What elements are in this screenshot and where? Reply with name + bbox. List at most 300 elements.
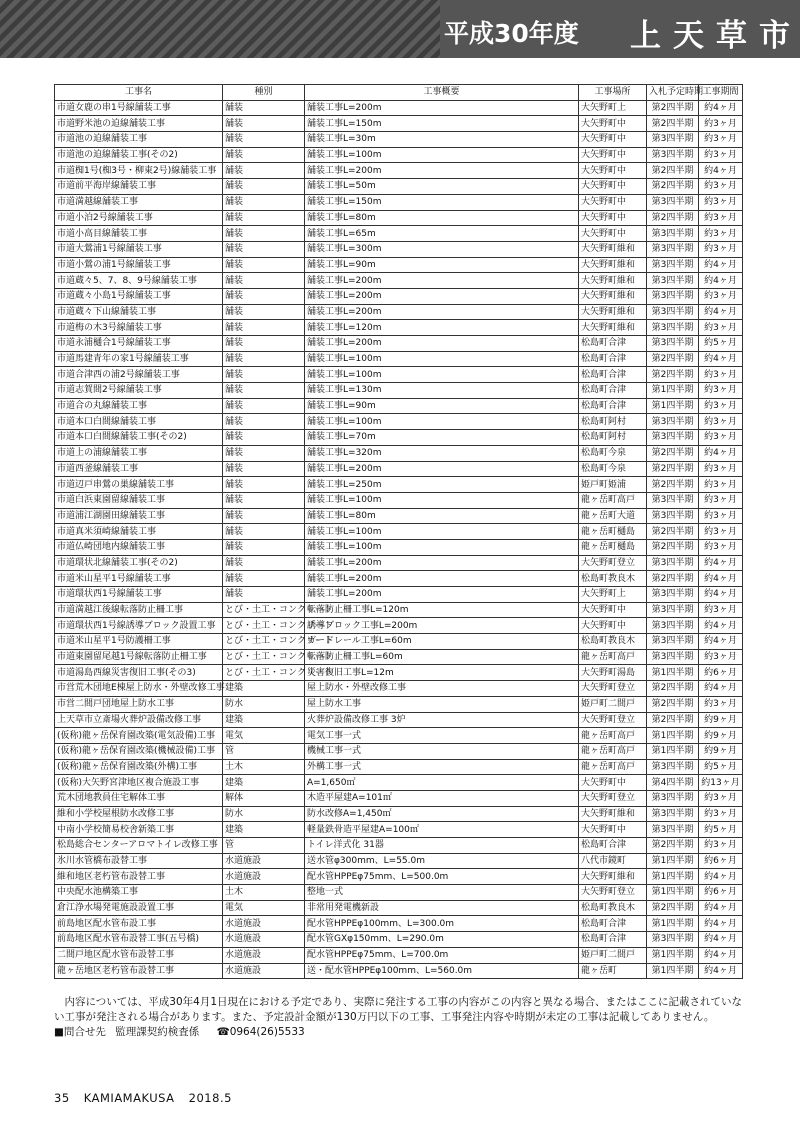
table-row: [55, 430, 743, 446]
notes-section: [54, 995, 744, 1040]
cell-summary: 舗装工事L=100m: [305, 414, 579, 430]
table-row: [55, 963, 743, 979]
cell-summary: 舗装工事L=150m: [305, 194, 579, 210]
cell-bid-period: 第1四半期: [647, 743, 699, 759]
cell-location: 大矢野町登立: [579, 712, 647, 728]
table-row: [55, 492, 743, 508]
table-row: [55, 241, 743, 257]
cell-summary: 配水管HPPEφ75mm、L=700.0m: [305, 947, 579, 963]
cell-category: 舗装: [223, 414, 305, 430]
cell-summary: 火葬炉設備改修工事 3炉: [305, 712, 579, 728]
header-year: 平成30年度: [444, 19, 579, 48]
cell-summary: 舗装工事L=100m: [305, 539, 579, 555]
cell-category: 電気: [223, 728, 305, 744]
cell-duration: 約3ヶ月: [699, 649, 743, 665]
cell-summary: 整地一式: [305, 885, 579, 901]
table-row: [55, 822, 743, 838]
contact-phone: ☎0964(26)5533: [216, 1026, 305, 1038]
cell-duration: 約3ヶ月: [699, 414, 743, 430]
cell-duration: 約4ヶ月: [699, 932, 743, 948]
cell-summary: 舗装工事L=200m: [305, 288, 579, 304]
cell-project-name: 市道白浜東園留線舗装工事: [55, 492, 223, 508]
table-body: [55, 100, 743, 979]
cell-location: 龍ヶ岳町高戸: [579, 743, 647, 759]
cell-bid-period: 第3四半期: [647, 257, 699, 273]
cell-bid-period: 第3四半期: [647, 226, 699, 242]
cell-duration: 約6ヶ月: [699, 665, 743, 681]
table-row: [55, 916, 743, 932]
cell-category: 建築: [223, 681, 305, 697]
cell-bid-period: 第3四半期: [647, 288, 699, 304]
cell-location: 大矢野町中: [579, 226, 647, 242]
cell-summary: 舗装工事L=90m: [305, 398, 579, 414]
cell-project-name: 市道馬建青年の家1号線舗装工事: [55, 351, 223, 367]
cell-summary: 舗装工事L=100m: [305, 367, 579, 383]
table-row: [55, 288, 743, 304]
table-row: [55, 618, 743, 634]
cell-project-name: (仮称)龍ヶ岳保育園改築(機械設備)工事: [55, 743, 223, 759]
cell-category: 電気: [223, 900, 305, 916]
cell-project-name: (仮称)大矢野宮津地区複合施設工事: [55, 775, 223, 791]
cell-category: とび・土工・コンクリート: [223, 665, 305, 681]
cell-duration: 約13ヶ月: [699, 775, 743, 791]
table-row: [55, 665, 743, 681]
table-row: [55, 539, 743, 555]
cell-summary: 舗装工事L=200m: [305, 336, 579, 352]
table-row: [55, 336, 743, 352]
cell-category: 建築: [223, 822, 305, 838]
cell-project-name: 市道仏崎団地内線舗装工事: [55, 539, 223, 555]
header-project-name: 工事名: [55, 85, 223, 101]
construction-table-wrapper: [54, 84, 742, 979]
cell-duration: 約3ヶ月: [699, 790, 743, 806]
cell-duration: 約4ヶ月: [699, 163, 743, 179]
cell-location: 大矢野町登立: [579, 681, 647, 697]
table-row: [55, 414, 743, 430]
cell-location: 姫戸町二間戸: [579, 947, 647, 963]
cell-duration: 約4ヶ月: [699, 587, 743, 603]
cell-project-name: 市道永浦樋合1号線舗装工事: [55, 336, 223, 352]
cell-duration: 約3ヶ月: [699, 838, 743, 854]
cell-location: 大矢野町中: [579, 618, 647, 634]
table-row: [55, 759, 743, 775]
table-row: [55, 461, 743, 477]
table-row: [55, 179, 743, 195]
cell-location: 大矢野町維和: [579, 869, 647, 885]
header-city: 上天草市: [630, 18, 802, 54]
cell-duration: 約3ヶ月: [699, 383, 743, 399]
header-pattern: [0, 0, 440, 58]
table-row: [55, 869, 743, 885]
footer: [54, 1091, 242, 1105]
cell-duration: 約4ヶ月: [699, 947, 743, 963]
cell-duration: 約3ヶ月: [699, 320, 743, 336]
table-row: [55, 571, 743, 587]
cell-duration: 約5ヶ月: [699, 822, 743, 838]
cell-duration: 約3ヶ月: [699, 508, 743, 524]
cell-project-name: 市道満越江後線転落防止柵工事: [55, 602, 223, 618]
table-row: [55, 555, 743, 571]
cell-bid-period: 第2四半期: [647, 571, 699, 587]
cell-duration: 約3ヶ月: [699, 288, 743, 304]
cell-bid-period: 第2四半期: [647, 100, 699, 116]
cell-summary: 外構工事一式: [305, 759, 579, 775]
cell-summary: 舗装工事L=100m: [305, 492, 579, 508]
cell-bid-period: 第3四半期: [647, 492, 699, 508]
table-row: [55, 524, 743, 540]
cell-summary: 舗装工事L=90m: [305, 257, 579, 273]
cell-category: 建築: [223, 712, 305, 728]
cell-project-name: 市道合津西の浦2号線舗装工事: [55, 367, 223, 383]
cell-project-name: 市道本口白間線舗装工事(その2): [55, 430, 223, 446]
cell-location: 大矢野町維和: [579, 304, 647, 320]
cell-project-name: 市営荒木団地E棟屋上防水・外壁改修工事: [55, 681, 223, 697]
cell-location: 大矢野町上: [579, 100, 647, 116]
cell-bid-period: 第3四半期: [647, 414, 699, 430]
cell-bid-period: 第3四半期: [647, 508, 699, 524]
cell-location: 大矢野町維和: [579, 320, 647, 336]
cell-category: 舗装: [223, 179, 305, 195]
cell-location: 大矢野町維和: [579, 806, 647, 822]
table-row: [55, 775, 743, 791]
table-row: [55, 634, 743, 650]
cell-bid-period: 第1四半期: [647, 885, 699, 901]
cell-category: 舗装: [223, 116, 305, 132]
cell-location: 龍ヶ岳町樋島: [579, 524, 647, 540]
table-row: [55, 100, 743, 116]
cell-bid-period: 第2四半期: [647, 477, 699, 493]
cell-duration: 約4ヶ月: [699, 304, 743, 320]
cell-project-name: 前島地区配水管布設替工事(五号橋): [55, 932, 223, 948]
cell-category: 舗装: [223, 461, 305, 477]
cell-bid-period: 第3四半期: [647, 806, 699, 822]
cell-bid-period: 第2四半期: [647, 210, 699, 226]
cell-project-name: 市道池の迫線舗装工事: [55, 132, 223, 148]
cell-category: 建築: [223, 775, 305, 791]
cell-duration: 約4ヶ月: [699, 916, 743, 932]
cell-summary: 舗装工事L=80m: [305, 210, 579, 226]
cell-bid-period: 第3四半期: [647, 602, 699, 618]
cell-category: 舗装: [223, 304, 305, 320]
cell-bid-period: 第3四半期: [647, 241, 699, 257]
cell-summary: 舗装工事L=200m: [305, 461, 579, 477]
cell-duration: 約3ヶ月: [699, 210, 743, 226]
cell-bid-period: 第3四半期: [647, 430, 699, 446]
table-row: [55, 383, 743, 399]
cell-location: 八代市鏡町: [579, 853, 647, 869]
cell-duration: 約6ヶ月: [699, 885, 743, 901]
cell-duration: 約9ヶ月: [699, 743, 743, 759]
cell-duration: 約3ヶ月: [699, 477, 743, 493]
cell-category: 舗装: [223, 367, 305, 383]
cell-project-name: 市道蔵々5、7、8、9号線舗装工事: [55, 273, 223, 289]
cell-location: 松島町合津: [579, 336, 647, 352]
cell-category: 水道施設: [223, 869, 305, 885]
cell-category: 舗装: [223, 539, 305, 555]
cell-summary: ガードレール工事L=60m: [305, 634, 579, 650]
cell-project-name: 市道志賀間2号線舗装工事: [55, 383, 223, 399]
cell-bid-period: 第1四半期: [647, 916, 699, 932]
cell-location: 龍ヶ岳町大道: [579, 508, 647, 524]
cell-project-name: 中央配水池構築工事: [55, 885, 223, 901]
table-row: [55, 367, 743, 383]
cell-project-name: 市道環状北線舗装工事(その2): [55, 555, 223, 571]
cell-duration: 約4ヶ月: [699, 634, 743, 650]
cell-project-name: 市道満越線舗装工事: [55, 194, 223, 210]
cell-bid-period: 第1四半期: [647, 383, 699, 399]
table-row: [55, 806, 743, 822]
cell-bid-period: 第3四半期: [647, 759, 699, 775]
cell-duration: 約3ヶ月: [699, 524, 743, 540]
cell-category: 舗装: [223, 147, 305, 163]
cell-project-name: 前島地区配水管布設工事: [55, 916, 223, 932]
cell-location: 松島町今泉: [579, 461, 647, 477]
cell-summary: 屋上防水工事: [305, 696, 579, 712]
cell-category: 舗装: [223, 100, 305, 116]
cell-project-name: 市道小泊2号線舗装工事: [55, 210, 223, 226]
cell-location: 松島町合津: [579, 367, 647, 383]
cell-summary: 舗装工事L=200m: [305, 555, 579, 571]
table-row: [55, 681, 743, 697]
cell-project-name: 市道前平海岸線舗装工事: [55, 179, 223, 195]
cell-summary: 舗装工事L=320m: [305, 445, 579, 461]
cell-bid-period: 第2四半期: [647, 900, 699, 916]
cell-project-name: 市道女鹿の串1号線舗装工事: [55, 100, 223, 116]
cell-bid-period: 第3四半期: [647, 132, 699, 148]
cell-location: 大矢野町登立: [579, 885, 647, 901]
cell-category: 舗装: [223, 257, 305, 273]
cell-project-name: 維和地区老朽管布設替工事: [55, 869, 223, 885]
cell-summary: 配水管HPPEφ100mm、L=300.0m: [305, 916, 579, 932]
cell-bid-period: 第3四半期: [647, 336, 699, 352]
cell-bid-period: 第2四半期: [647, 445, 699, 461]
cell-summary: 舗装工事L=70m: [305, 430, 579, 446]
cell-summary: 舗装工事L=30m: [305, 132, 579, 148]
cell-summary: 配水管GXφ150mm、L=290.0m: [305, 932, 579, 948]
cell-project-name: 龍ヶ岳地区老朽管布設替工事: [55, 963, 223, 979]
contact-department: 監理課契約検査係: [115, 1026, 200, 1038]
cell-category: 舗装: [223, 445, 305, 461]
cell-category: 舗装: [223, 351, 305, 367]
cell-bid-period: 第2四半期: [647, 838, 699, 854]
cell-duration: 約3ヶ月: [699, 116, 743, 132]
cell-duration: 約3ヶ月: [699, 461, 743, 477]
contact-line: [54, 1025, 744, 1040]
cell-project-name: 市道西釜線舗装工事: [55, 461, 223, 477]
cell-bid-period: 第3四半期: [647, 822, 699, 838]
cell-summary: 舗装工事L=130m: [305, 383, 579, 399]
cell-category: とび・土工・コンクリート: [223, 602, 305, 618]
cell-duration: 約3ヶ月: [699, 194, 743, 210]
cell-category: 水道施設: [223, 947, 305, 963]
cell-summary: A=1,650㎡: [305, 775, 579, 791]
cell-category: 舗装: [223, 210, 305, 226]
cell-location: 龍ヶ岳町高戸: [579, 759, 647, 775]
cell-summary: 舗装工事L=200m: [305, 100, 579, 116]
cell-location: 松島町合津: [579, 838, 647, 854]
cell-category: 管: [223, 838, 305, 854]
cell-summary: トイレ洋式化 31器: [305, 838, 579, 854]
cell-bid-period: 第3四半期: [647, 618, 699, 634]
cell-bid-period: 第2四半期: [647, 712, 699, 728]
cell-duration: 約3ヶ月: [699, 367, 743, 383]
cell-category: 解体: [223, 790, 305, 806]
table-row: [55, 398, 743, 414]
cell-summary: 防水改修A=1,450㎡: [305, 806, 579, 822]
cell-duration: 約3ヶ月: [699, 602, 743, 618]
cell-category: 舗装: [223, 508, 305, 524]
cell-category: 防水: [223, 806, 305, 822]
table-header-row: [55, 85, 743, 101]
cell-location: 大矢野町上: [579, 587, 647, 603]
cell-location: 松島町阿村: [579, 430, 647, 446]
cell-summary: 送・配水管HPPEφ100mm、L=560.0m: [305, 963, 579, 979]
cell-duration: 約4ヶ月: [699, 257, 743, 273]
table-row: [55, 163, 743, 179]
cell-category: 水道施設: [223, 963, 305, 979]
cell-project-name: 市道浦江湖園田線舗装工事: [55, 508, 223, 524]
cell-bid-period: 第2四半期: [647, 461, 699, 477]
cell-bid-period: 第1四半期: [647, 963, 699, 979]
table-row: [55, 320, 743, 336]
table-row: [55, 477, 743, 493]
table-row: [55, 790, 743, 806]
cell-duration: 約6ヶ月: [699, 853, 743, 869]
cell-location: 龍ヶ岳町高戸: [579, 492, 647, 508]
cell-duration: 約3ヶ月: [699, 492, 743, 508]
cell-category: 舗装: [223, 132, 305, 148]
cell-duration: 約9ヶ月: [699, 728, 743, 744]
cell-location: 龍ヶ岳町高戸: [579, 649, 647, 665]
cell-duration: 約3ヶ月: [699, 398, 743, 414]
cell-project-name: 市道小高目線舗装工事: [55, 226, 223, 242]
cell-bid-period: 第2四半期: [647, 696, 699, 712]
cell-location: 大矢野町中: [579, 163, 647, 179]
cell-summary: 舗装工事L=100m: [305, 147, 579, 163]
cell-project-name: 市道野米池の迫線舗装工事: [55, 116, 223, 132]
cell-duration: 約3ヶ月: [699, 696, 743, 712]
cell-bid-period: 第2四半期: [647, 179, 699, 195]
cell-bid-period: 第3四半期: [647, 932, 699, 948]
cell-duration: 約9ヶ月: [699, 712, 743, 728]
table-row: [55, 838, 743, 854]
cell-category: 管: [223, 743, 305, 759]
table-row: [55, 743, 743, 759]
cell-bid-period: 第2四半期: [647, 116, 699, 132]
table-row: [55, 885, 743, 901]
cell-category: 舗装: [223, 163, 305, 179]
cell-location: 大矢野町中: [579, 602, 647, 618]
cell-summary: 舗装工事L=100m: [305, 524, 579, 540]
table-row: [55, 226, 743, 242]
cell-project-name: 市道米山星平1号防護柵工事: [55, 634, 223, 650]
cell-summary: 舗装工事L=50m: [305, 179, 579, 195]
cell-summary: 舗装工事L=80m: [305, 508, 579, 524]
cell-summary: 非常用発電機新設: [305, 900, 579, 916]
cell-category: とび・土工・コンクリート: [223, 649, 305, 665]
cell-project-name: (仮称)龍ヶ岳保育園改築(電気設備)工事: [55, 728, 223, 744]
table-row: [55, 932, 743, 948]
cell-project-name: 市道椥1号(椥3号・柳東2号)線舗装工事: [55, 163, 223, 179]
table-row: [55, 900, 743, 916]
issue-date: 2018.5: [188, 1091, 232, 1105]
cell-category: 舗装: [223, 273, 305, 289]
cell-bid-period: 第3四半期: [647, 587, 699, 603]
cell-summary: 舗装工事L=200m: [305, 587, 579, 603]
header-bid-period: 入札予定時期: [647, 85, 699, 101]
cell-bid-period: 第2四半期: [647, 351, 699, 367]
cell-summary: 舗装工事L=200m: [305, 273, 579, 289]
cell-location: 姫戸町二間戸: [579, 696, 647, 712]
cell-summary: 木造平屋建A=101㎡: [305, 790, 579, 806]
cell-location: 大矢野町中: [579, 194, 647, 210]
magazine-name: KAMIAMAKUSA: [83, 1091, 175, 1105]
cell-duration: 約4ヶ月: [699, 681, 743, 697]
cell-summary: 舗装工事L=120m: [305, 320, 579, 336]
cell-location: 大矢野町登立: [579, 555, 647, 571]
cell-category: 舗装: [223, 383, 305, 399]
cell-location: 松島町教良木: [579, 900, 647, 916]
cell-category: 土木: [223, 759, 305, 775]
construction-table: [54, 84, 743, 979]
cell-bid-period: 第3四半期: [647, 147, 699, 163]
cell-category: 舗装: [223, 320, 305, 336]
cell-bid-period: 第3四半期: [647, 634, 699, 650]
table-row: [55, 147, 743, 163]
cell-duration: 約3ヶ月: [699, 132, 743, 148]
table-row: [55, 445, 743, 461]
cell-bid-period: 第2四半期: [647, 367, 699, 383]
cell-project-name: 市道米山星平1号線舗装工事: [55, 571, 223, 587]
cell-location: 大矢野町中: [579, 822, 647, 838]
cell-duration: 約3ヶ月: [699, 226, 743, 242]
cell-category: 舗装: [223, 194, 305, 210]
cell-duration: 約3ヶ月: [699, 806, 743, 822]
cell-category: 舗装: [223, 241, 305, 257]
cell-location: 大矢野町中: [579, 116, 647, 132]
cell-bid-period: 第1四半期: [647, 665, 699, 681]
cell-duration: 約3ヶ月: [699, 179, 743, 195]
cell-bid-period: 第2四半期: [647, 524, 699, 540]
cell-project-name: 市道環状西1号線誘導ブロック設置工事: [55, 618, 223, 634]
cell-duration: 約3ヶ月: [699, 430, 743, 446]
cell-bid-period: 第4四半期: [647, 775, 699, 791]
table-row: [55, 508, 743, 524]
table-row: [55, 210, 743, 226]
header-bar: [0, 0, 800, 58]
cell-project-name: 中南小学校簡易校舎新築工事: [55, 822, 223, 838]
table-row: [55, 696, 743, 712]
cell-project-name: 市道本口白間線舗装工事: [55, 414, 223, 430]
cell-location: 松島町阿村: [579, 414, 647, 430]
contact-label: ■問合せ先: [54, 1026, 106, 1038]
cell-location: 大矢野町湯島: [579, 665, 647, 681]
cell-category: 舗装: [223, 555, 305, 571]
cell-category: 舗装: [223, 226, 305, 242]
cell-category: 舗装: [223, 398, 305, 414]
cell-duration: 約4ヶ月: [699, 618, 743, 634]
cell-bid-period: 第3四半期: [647, 194, 699, 210]
cell-project-name: 市道合の丸線舗装工事: [55, 398, 223, 414]
cell-category: 舗装: [223, 524, 305, 540]
header-duration: 工事期間: [699, 85, 743, 101]
cell-location: 大矢野町登立: [579, 790, 647, 806]
table-row: [55, 116, 743, 132]
table-row: [55, 853, 743, 869]
cell-bid-period: 第3四半期: [647, 790, 699, 806]
cell-category: 水道施設: [223, 916, 305, 932]
cell-summary: 屋上防水・外壁改修工事: [305, 681, 579, 697]
